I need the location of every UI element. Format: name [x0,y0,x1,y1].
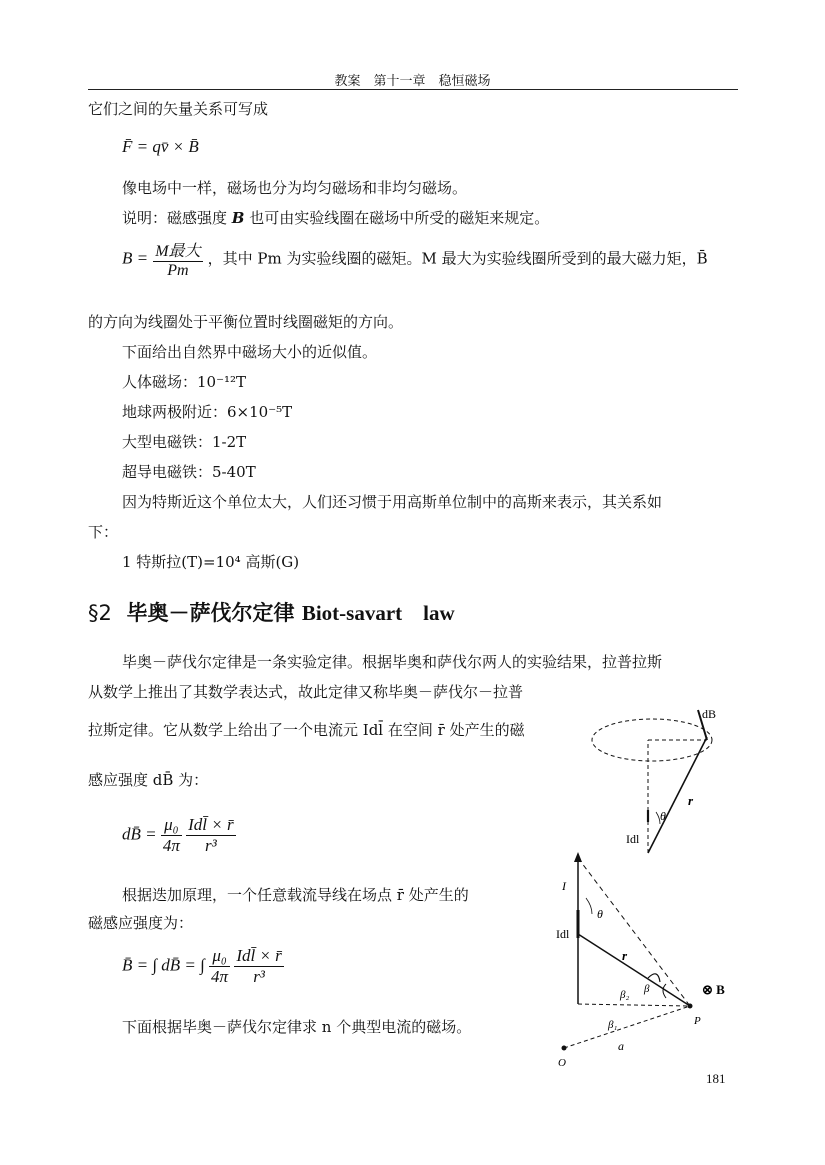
text-line: 像电场中一样，磁场也分为均匀磁场和非均匀磁场。 [122,179,468,197]
figure-straight-wire [548,850,748,1072]
text-line: 毕奥－萨伐尔定律是一条实验定律。根据毕奥和萨伐尔两人的实验结果，拉普拉斯 [122,653,663,671]
label-beta2: β₂ [620,989,630,1001]
text-line: 1 特斯拉(T)=10⁴ 高斯(G) [122,553,300,571]
text-line: 人体磁场：10⁻¹²T [122,373,247,391]
text-line: 磁感应强度为： [88,914,194,932]
text-line: 因为特斯近这个单位太大，人们还习惯于用高斯单位制中的高斯来表示，其关系如 [122,493,663,511]
label-r: r [688,793,694,808]
label-P: P [694,1015,701,1027]
formula-lorentz-force: F̄ = qv̄ × B̄ [122,137,199,156]
text-line: 的方向为线圈处于平衡位置时线圈磁矩的方向。 [88,313,404,331]
label-Idl: Idl [556,927,570,941]
text-line: 大型电磁铁：1-2T [122,433,247,451]
label-theta: θ [660,809,666,823]
label-beta1: β₁ [608,1019,618,1031]
label-B-into-page: ⊗ B [702,982,725,997]
page-header: 教案 第十一章 稳恒磁场 [334,74,491,89]
header-rule [88,89,738,90]
text-line: 从数学上推出了其数学表达式，故此定律又称毕奥－萨伐尔－拉普 [88,683,524,701]
formula-superposition: B̄ = ∫ dB̄ = ∫ $\frac{\text{μ₀}}{4\pi}$ $\frac{\text{Idl̄ × r̄}}{\text{r³}}$ [122,946,282,986]
text-line: 它们之间的矢量关系可写成 [88,100,269,118]
figure-current-element [580,700,740,860]
section-heading: §2 毕奥－萨伐尔定律 Biot-savart law [88,601,455,625]
text-line: 拉斯定律。它从数学上给出了一个电流元 Idl̄ 在空间 r̄ 处产生的磁 [88,721,525,739]
text-line: 下： [88,523,119,541]
text-line: 感应强度 dB̄ 为： [88,771,209,789]
text-line: 说明：磁感强度 B 也可由实验线圈在磁场中所受的磁矩来规定。 [122,209,550,227]
text-line: 根据迭加原理，一个任意载流导线在场点 r̄ 处产生的 [122,886,469,904]
text-line: 下面根据毕奥－萨伐尔定律求 n 个典型电流的磁场。 [122,1018,472,1036]
label-I: I [562,879,566,893]
label-theta: θ [597,907,603,921]
formula-magnetic-moment: B = $\frac{\text{M最大}}{Pm}$ ，其中 Pm 为实验线圈的磁矩。M 最大为实验线圈所受到的最大磁力矩，B̄ [122,238,708,280]
label-dB: dB [702,707,717,721]
page-number: 181 [706,1071,726,1086]
label-Idl: Idl [626,832,640,846]
label-beta: β [644,983,650,995]
label-O: O [558,1057,566,1069]
formula-biot-savart: dB̄ = $\frac{\text{μ₀}}{4\pi}$ $\frac{\text{Idl̄ × r̄}}{\text{r³}}$ [122,815,234,855]
bold-symbol: B [231,209,245,227]
text-line: 下面给出自然界中磁场大小的近似值。 [122,343,378,361]
label-a: a [618,1039,624,1053]
label-r: r [622,948,628,963]
text-line: 超导电磁铁：5-40T [122,463,256,481]
text-line: 地球两极附近：6×10⁻⁵T [122,403,293,421]
